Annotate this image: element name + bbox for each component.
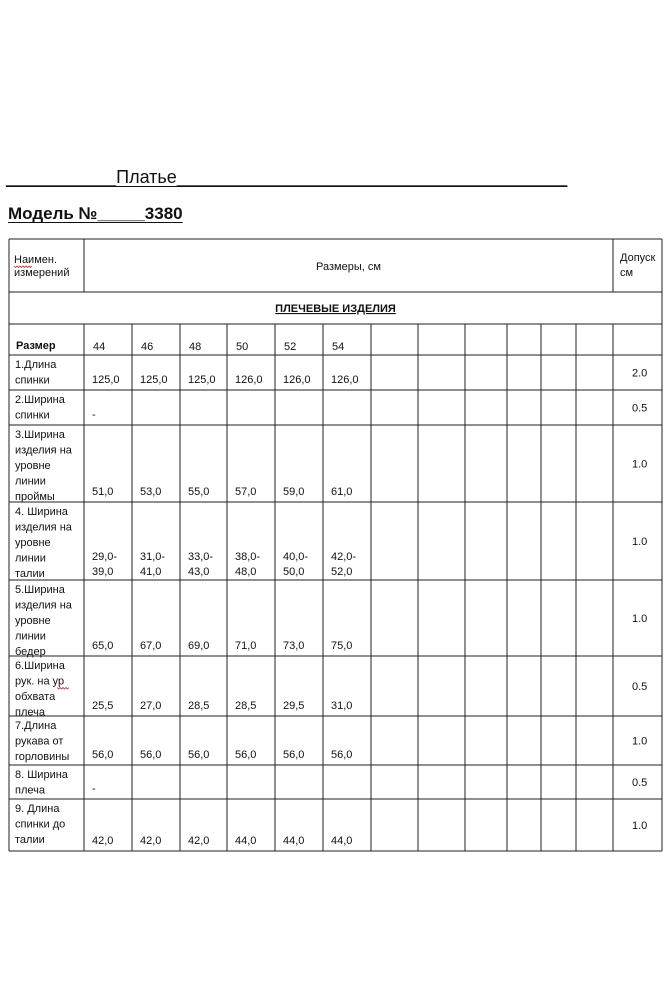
measurement-label: линии bbox=[15, 630, 46, 643]
garment-title: Платье bbox=[116, 167, 177, 187]
value-cell: 38,0- bbox=[235, 551, 261, 563]
value-cell: 125,0 bbox=[140, 374, 168, 386]
measurement-label: спинки до bbox=[15, 818, 66, 831]
measurement-label: горловины bbox=[15, 751, 70, 763]
measurement-label: изделия на bbox=[15, 444, 72, 457]
value-cell: 56,0 bbox=[235, 749, 257, 761]
measurement-label: спинки bbox=[15, 374, 50, 387]
value-cell: 69,0 bbox=[188, 640, 210, 652]
header-name-label: измерений bbox=[14, 267, 70, 279]
value-cell: 42,0 bbox=[140, 835, 162, 847]
measurement-label: 4. Ширина bbox=[15, 506, 68, 518]
header-tolerance-label: Допуск bbox=[620, 252, 656, 264]
tolerance-cell: 1.0 bbox=[632, 613, 648, 625]
value-cell: 125,0 bbox=[188, 374, 216, 386]
measurement-label: плеча bbox=[15, 784, 45, 797]
value-cell: 42,0 bbox=[92, 835, 114, 847]
measurement-label: уровне bbox=[15, 615, 51, 627]
size-cell: 52 bbox=[284, 341, 297, 353]
tolerance-cell: 1.0 bbox=[632, 536, 648, 548]
value-cell: 59,0 bbox=[283, 486, 305, 498]
measurement-label: изделия на bbox=[15, 521, 72, 534]
value-cell: 33,0- bbox=[188, 551, 214, 563]
value-cell: 56,0 bbox=[92, 749, 114, 761]
value-cell: 126,0 bbox=[283, 374, 311, 386]
tolerance-cell: 0.5 bbox=[632, 777, 648, 789]
value-cell: 126,0 bbox=[235, 374, 263, 386]
tolerance-cell: 1.0 bbox=[632, 820, 648, 832]
measurement-label: линии bbox=[15, 475, 46, 488]
measurement-label: рукава от bbox=[15, 735, 64, 748]
size-row-label: Размер bbox=[16, 340, 56, 352]
value-cell: 44,0 bbox=[235, 835, 257, 847]
title-prefix-blank: ___________ bbox=[6, 167, 117, 187]
size-cell: 46 bbox=[141, 341, 154, 353]
value-cell: 53,0 bbox=[140, 486, 162, 498]
value-cell: 71,0 bbox=[235, 640, 257, 652]
measurement-label: рук. на ур bbox=[15, 675, 65, 688]
title-suffix-blank: _______________________________________ bbox=[176, 167, 568, 187]
size-cell: 54 bbox=[332, 341, 345, 353]
value-cell: 40,0- bbox=[283, 551, 309, 563]
size-cell: 44 bbox=[93, 341, 106, 353]
value-cell: 31,0- bbox=[140, 551, 166, 563]
measurement-label: бедер bbox=[15, 646, 46, 658]
measurement-label: 7.Длина bbox=[15, 720, 57, 732]
value-cell: 57,0 bbox=[235, 486, 257, 498]
value-cell: - bbox=[92, 409, 96, 421]
measurement-label: изделия на bbox=[15, 599, 72, 612]
value-cell: 42,0 bbox=[188, 835, 210, 847]
measurement-label: 3.Ширина bbox=[15, 429, 65, 441]
section-title: ПЛЕЧЕВЫЕ ИЗДЕЛИЯ bbox=[275, 303, 396, 315]
measurement-label: плеча bbox=[15, 706, 45, 719]
value-cell: 75,0 bbox=[331, 640, 353, 652]
header-name-label: Наимен. bbox=[14, 254, 58, 266]
tolerance-cell: 2.0 bbox=[632, 367, 648, 380]
measurement-label: талии bbox=[15, 568, 45, 580]
value-cell: 65,0 bbox=[92, 640, 114, 652]
value-cell: 56,0 bbox=[188, 749, 210, 761]
value-cell: 126,0 bbox=[331, 374, 359, 386]
value-cell: 61,0 bbox=[331, 486, 353, 498]
value-cell: 27,0 bbox=[140, 700, 162, 712]
measurement-label: 2.Ширина bbox=[15, 394, 65, 406]
measurement-label: линии bbox=[15, 552, 46, 565]
value-cell: 42,0- bbox=[331, 551, 357, 563]
value-cell: 52,0 bbox=[331, 566, 353, 578]
value-cell: 41,0 bbox=[140, 566, 162, 578]
measurement-label: проймы bbox=[15, 491, 55, 503]
value-cell: 29,0- bbox=[92, 551, 118, 563]
value-cell: - bbox=[92, 783, 96, 795]
size-cell: 50 bbox=[236, 341, 249, 353]
value-cell: 55,0 bbox=[188, 486, 210, 498]
measurement-label: 6.Ширина bbox=[15, 660, 65, 672]
measurement-label: обхвата bbox=[15, 691, 56, 703]
value-cell: 56,0 bbox=[331, 749, 353, 761]
measurement-label: уровне bbox=[15, 537, 51, 549]
value-cell: 31,0 bbox=[331, 700, 353, 712]
tolerance-cell: 1.0 bbox=[632, 735, 648, 748]
value-cell: 56,0 bbox=[140, 749, 162, 761]
model-number: 3380 bbox=[144, 204, 183, 223]
value-cell: 67,0 bbox=[140, 640, 162, 652]
value-cell: 50,0 bbox=[283, 566, 305, 578]
measurement-label: уровне bbox=[15, 460, 51, 472]
model-label: Модель № bbox=[8, 204, 98, 223]
measurement-label: 1.Длина bbox=[15, 359, 57, 371]
value-cell: 43,0 bbox=[188, 566, 210, 578]
header-tolerance-label: см bbox=[620, 267, 634, 279]
spellcheck-underline bbox=[57, 688, 69, 690]
value-cell: 25,5 bbox=[92, 700, 114, 712]
measurement-label: 5.Ширина bbox=[15, 584, 65, 596]
tolerance-cell: 1.0 bbox=[632, 458, 648, 471]
value-cell: 56,0 bbox=[283, 749, 305, 761]
measurement-label: талии bbox=[15, 834, 45, 846]
value-cell: 28,5 bbox=[235, 700, 257, 712]
tolerance-cell: 0.5 bbox=[632, 402, 648, 415]
model-blank: _____ bbox=[97, 204, 145, 223]
measurement-label: спинки bbox=[15, 409, 50, 422]
value-cell: 29,5 bbox=[283, 700, 305, 712]
header-sizes-label: Размеры, см bbox=[316, 261, 381, 273]
value-cell: 51,0 bbox=[92, 486, 114, 498]
measurement-label: 9. Длина bbox=[15, 803, 60, 815]
value-cell: 44,0 bbox=[283, 835, 305, 847]
size-cell: 48 bbox=[189, 341, 202, 353]
value-cell: 39,0 bbox=[92, 566, 114, 578]
value-cell: 73,0 bbox=[283, 640, 305, 652]
tolerance-cell: 0.5 bbox=[632, 681, 648, 693]
measurement-label: 8. Ширина bbox=[15, 769, 68, 781]
value-cell: 44,0 bbox=[331, 835, 353, 847]
value-cell: 48,0 bbox=[235, 566, 257, 578]
value-cell: 125,0 bbox=[92, 374, 120, 386]
value-cell: 28,5 bbox=[188, 700, 210, 712]
